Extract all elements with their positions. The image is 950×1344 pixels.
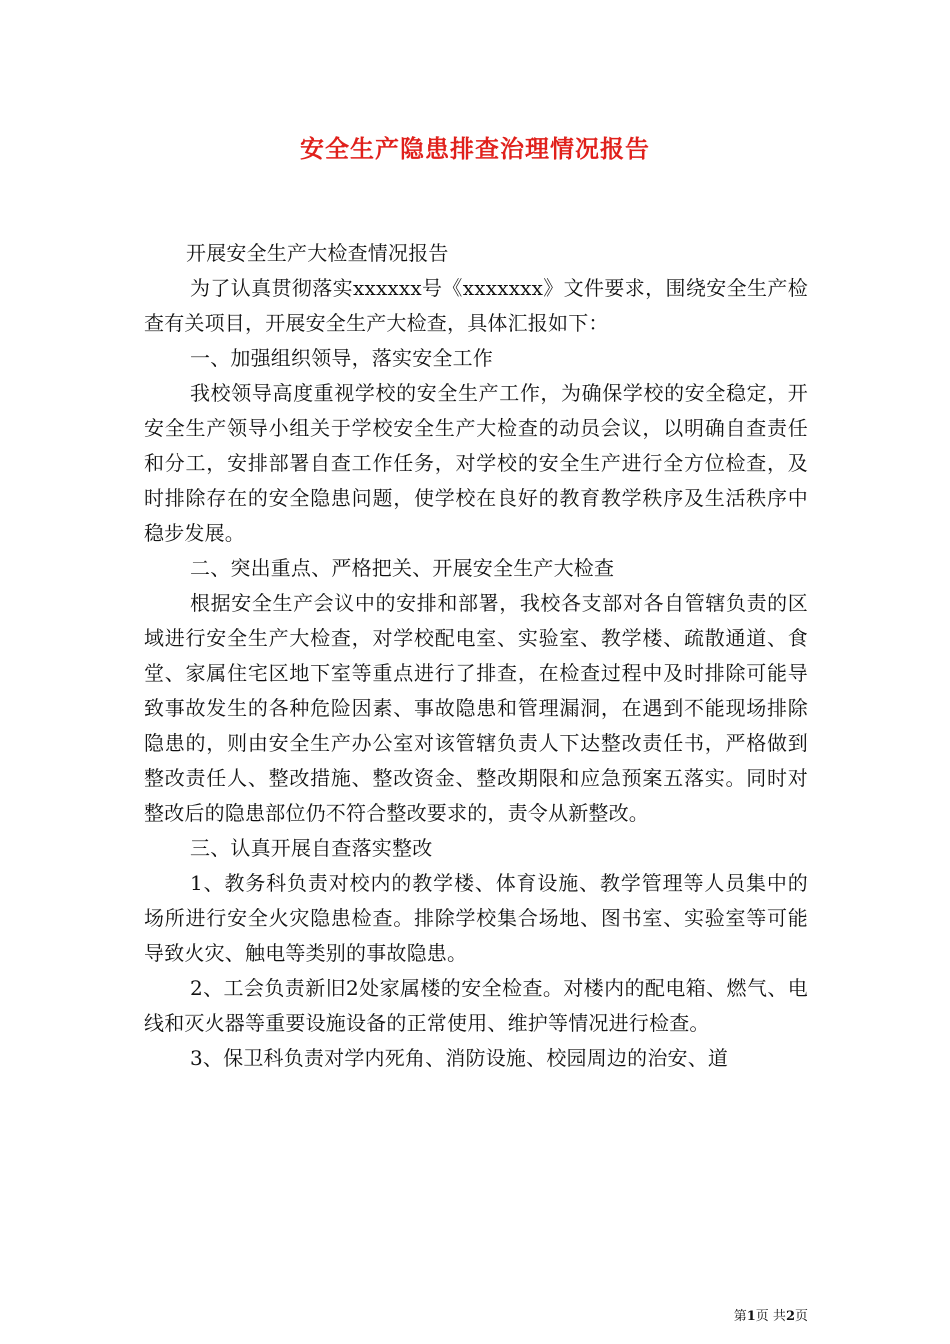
list-item-1: 1、教务科负责对校内的教学楼、体育设施、教学管理等人员集中的场所进行安全火灾隐患检查。排除学校集合场地、图书室、实验室等可能导致火灾、触电等类别的事故隐患。 bbox=[144, 871, 808, 965]
list-item-2: 2、工会负责新旧2处家属楼的安全检查。对楼内的配电箱、燃气、电线和灭火器等重要设施设备的正常使用、维护等情况进行检查。 bbox=[144, 976, 808, 1035]
footer-current-page: 1 bbox=[746, 1309, 756, 1324]
list-item-3: 3、保卫科负责对学内死角、消防设施、校园周边的治安、道 bbox=[190, 1046, 729, 1070]
section-2-paragraph: 根据安全生产会议中的安排和部署，我校各支部对各自管辖负责的区域进行安全生产大检查，对学校配电室、实验室、教学楼、疏散通道、食堂、家属住宅区地下室等重点进行了排查，在检查过程中及时排除可能导致事故发生的各种危险因素、事故隐患和管理漏洞，在遇到不能现场排除隐患的，则由安全生产办公室对该管辖负责人下达整改责任书，严格做到整改责任人、整改措施、整改资金、整改期限和应急预案五落实。同时对整改后的隐患部位仍不符合整改要求的，责令从新整改。 bbox=[144, 591, 808, 825]
footer-suffix: 页 bbox=[794, 1309, 808, 1324]
document-title: 安全生产隐患排查治理情况报告 bbox=[300, 134, 650, 163]
section-heading-3: 三、认真开展自查落实整改 bbox=[190, 836, 433, 860]
page-number-footer bbox=[734, 1305, 808, 1324]
section-heading-1: 一、加强组织领导，落实安全工作 bbox=[190, 346, 493, 370]
footer-total-pages: 2 bbox=[785, 1309, 795, 1324]
intro-paragraph: 为了认真贯彻落实xxxxxx号《xxxxxxx》文件要求，围绕安全生产检查有关项目，开展安全生产大检查，具体汇报如下： bbox=[144, 276, 808, 335]
section-heading-2: 二、突出重点、严格把关、开展安全生产大检查 bbox=[190, 556, 615, 580]
subtitle-paragraph: 开展安全生产大检查情况报告 bbox=[186, 241, 449, 265]
footer-middle: 页 共 bbox=[755, 1309, 786, 1324]
section-1-paragraph: 我校领导高度重视学校的安全生产工作，为确保学校的安全稳定，开安全生产领导小组关于学校安全生产大检查的动员会议，以明确自查责任和分工，安排部署自查工作任务，对学校的安全生产进行全方位检查，及时排除存在的安全隐患问题，使学校在良好的教育教学秩序及生活秩序中稳步发展。 bbox=[144, 381, 808, 545]
footer-prefix: 第 bbox=[733, 1309, 747, 1324]
document-body bbox=[144, 236, 808, 1076]
